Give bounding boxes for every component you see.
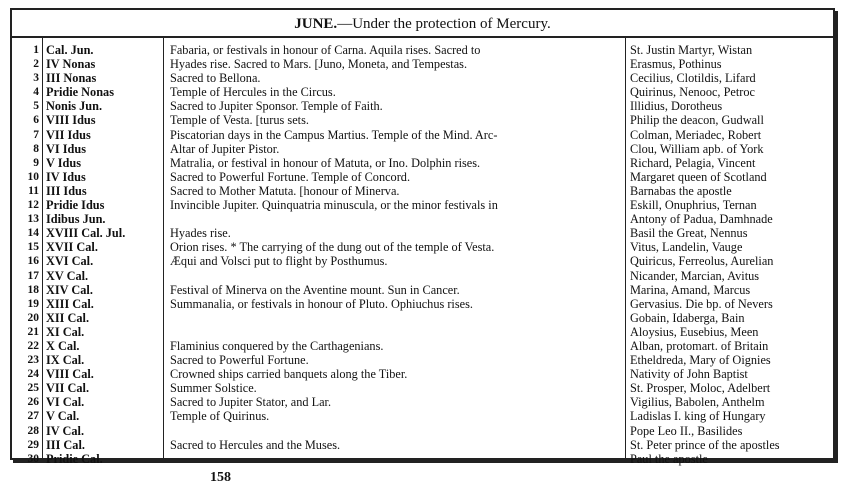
roman-date: VIII Cal.: [46, 367, 94, 382]
saint-names: Etheldreda, Mary of Oignies: [630, 353, 771, 368]
day-number: 12: [27, 199, 39, 212]
day-number: 8: [33, 142, 39, 155]
saint-names: Margaret queen of Scotland: [630, 169, 767, 184]
roman-date: Nonis Jun.: [46, 99, 103, 114]
day-number: 7: [33, 128, 39, 141]
table-row: [12, 424, 833, 438]
roman-date: IV Nonas: [46, 57, 96, 72]
table-row: [12, 128, 833, 142]
day-number: 18: [27, 283, 39, 296]
table-row: [12, 240, 833, 254]
table-row: [12, 43, 833, 57]
roman-date: XI Cal.: [46, 324, 85, 339]
day-number: 9: [33, 156, 39, 169]
saint-names: St. Peter prince of the apostles: [630, 437, 780, 452]
roman-date: VI Idus: [46, 141, 86, 156]
table-row: [12, 184, 833, 198]
roman-date: V Idus: [46, 155, 81, 170]
saint-names: Vigilius, Babolen, Anthelm: [630, 395, 765, 410]
saint-names: Colman, Meriadec, Robert: [630, 127, 762, 142]
table-row: [12, 283, 833, 297]
event-text: Temple of Quirinus.: [170, 409, 270, 424]
roman-date: V Cal.: [46, 409, 80, 424]
event-text: Altar of Jupiter Pistor.: [170, 141, 280, 156]
roman-date: XVI Cal.: [46, 254, 94, 269]
day-number: 27: [27, 410, 39, 423]
day-number: 22: [27, 339, 39, 352]
roman-date: Idibus Jun.: [46, 212, 106, 227]
saint-names: Gobain, Idaberga, Bain: [630, 310, 745, 325]
table-row: [12, 226, 833, 240]
table-row: [12, 71, 833, 85]
month-title: JUNE.: [294, 16, 338, 32]
event-text: Piscatorian days in the Campus Martius. Temple of the Mind. Arc-: [170, 127, 498, 142]
saint-names: Eskill, Onuphrius, Ternan: [630, 198, 757, 213]
roman-date: VII Cal.: [46, 381, 90, 396]
event-text: Fabaria, or festivals in honour of Carna. Aquila rises. Sacred to: [170, 43, 481, 57]
table-row: [12, 170, 833, 184]
event-text: Sacred to Powerful Fortune. Temple of Concord.: [170, 169, 411, 184]
roman-date: III Nonas: [46, 71, 97, 86]
event-text: Orion rises. * The carrying of the dung out of the temple of Vesta.: [170, 240, 495, 255]
saint-names: St. Justin Martyr, Wistan: [630, 43, 753, 57]
saint-names: Philip the deacon, Gudwall: [630, 113, 764, 128]
table-row: [12, 438, 833, 452]
saint-names: Pope Leo II., Basilides: [630, 423, 743, 438]
saint-names: Quiricus, Ferreolus, Aurelian: [630, 254, 774, 269]
saint-names: Marina, Amand, Marcus: [630, 282, 751, 297]
day-number: 5: [33, 100, 39, 113]
event-text: Summer Solstice.: [170, 381, 257, 396]
event-text: Sacred to Jupiter Sponsor. Temple of Faith.: [170, 99, 383, 114]
table-row: [12, 409, 833, 423]
day-number: 28: [27, 424, 39, 437]
saint-names: Gervasius. Die bp. of Nevers: [630, 296, 773, 311]
event-text: Summanalia, or festivals in honour of Pluto. Ophiuchus rises.: [170, 296, 473, 311]
roman-date: XVII Cal.: [46, 240, 98, 255]
day-number: 16: [27, 255, 39, 268]
roman-date: Pridie Idus: [46, 198, 105, 213]
event-text: Sacred to Bellona.: [170, 71, 261, 86]
day-number: 23: [27, 354, 39, 367]
saint-names: Alban, protomart. of Britain: [630, 338, 769, 353]
table-row: [12, 311, 833, 325]
roman-date: IX Cal.: [46, 353, 85, 368]
table-row: [12, 113, 833, 127]
saint-names: Basil the Great, Nennus: [630, 226, 748, 241]
table-body: [12, 43, 833, 466]
header-subtitle: —Under the protection of Mercury.: [337, 16, 551, 32]
roman-date: VI Cal.: [46, 395, 85, 410]
event-text: Temple of Hercules in the Circus.: [170, 85, 336, 100]
saint-names: Quirinus, Nenooc, Petroc: [630, 85, 755, 100]
roman-date: XII Cal.: [46, 310, 90, 325]
roman-date: VII Idus: [46, 127, 91, 142]
roman-date: XV Cal.: [46, 268, 89, 283]
event-text: Hyades rise.: [170, 226, 231, 241]
saint-names: Erasmus, Pothinus: [630, 57, 722, 72]
day-number: 4: [33, 86, 39, 99]
day-number: 24: [27, 368, 39, 381]
table-row: [12, 57, 833, 71]
table-row: [12, 339, 833, 353]
day-number: 25: [27, 382, 39, 395]
table-row: [12, 452, 833, 466]
event-text: Sacred to Jupiter Stator, and Lar.: [170, 395, 332, 410]
event-text: Festival of Minerva on the Aventine mount. Sun in Cancer.: [170, 282, 460, 297]
roman-date: XIII Cal.: [46, 296, 94, 311]
day-number: 20: [27, 311, 39, 324]
table-row: [12, 367, 833, 381]
event-text: Sacred to Mother Matuta. [honour of Minerva.: [170, 183, 400, 198]
day-number: 3: [33, 72, 39, 85]
page-number: 158: [210, 470, 231, 485]
table-row: [12, 381, 833, 395]
roman-date: X Cal.: [46, 338, 80, 353]
roman-date: XVIII Cal. Jul.: [46, 226, 126, 241]
day-number: 10: [27, 170, 39, 183]
saint-names: Nicander, Marcian, Avitus: [630, 268, 760, 283]
roman-date: VIII Idus: [46, 113, 96, 128]
saint-names: Antony of Padua, Damhnade: [630, 212, 773, 227]
roman-date: III Cal.: [46, 437, 85, 452]
roman-date: XIV Cal.: [46, 282, 93, 297]
table-row: [12, 325, 833, 339]
saint-names: Nativity of John Baptist: [630, 367, 748, 382]
calendar-table: [10, 8, 835, 466]
event-text: Flaminius conquered by the Carthagenians.: [170, 338, 384, 353]
table-row: [12, 142, 833, 156]
event-text: Crowned ships carried banquets along the Tiber.: [170, 367, 408, 382]
event-text: Sacred to Hercules and the Muses.: [170, 437, 341, 452]
saint-names: Ladislas I. king of Hungary: [630, 409, 766, 424]
day-number: 19: [27, 297, 39, 310]
table-row: [12, 85, 833, 99]
table-row: [12, 99, 833, 113]
day-number: 26: [27, 396, 39, 409]
saint-names: Barnabas the apostle: [630, 183, 732, 198]
table-row: [12, 254, 833, 268]
day-number: 15: [27, 241, 39, 254]
event-text: Matralia, or festival in honour of Matuta, or Ino. Dolphin rises.: [170, 155, 481, 170]
event-text: Sacred to Powerful Fortune.: [170, 353, 309, 368]
event-text: Invincible Jupiter. Quinquatria minuscula, or the minor festivals in: [170, 198, 498, 213]
table-row: [12, 395, 833, 409]
saint-names: Vitus, Landelin, Vauge: [630, 240, 743, 255]
table-row: [12, 297, 833, 311]
day-number: 30: [27, 452, 39, 465]
day-number: 1: [33, 44, 39, 56]
table-row: [12, 269, 833, 283]
day-number: 17: [27, 269, 39, 282]
day-number: 14: [27, 227, 39, 240]
day-number: 13: [27, 213, 39, 226]
roman-date: IV Idus: [46, 169, 86, 184]
table-header: [12, 10, 833, 38]
table-row: [12, 353, 833, 367]
roman-date: Pridie Cal.: [46, 451, 103, 466]
roman-date: Cal. Jun.: [46, 43, 94, 57]
saint-names: St. Prosper, Moloc, Adelbert: [630, 381, 771, 396]
day-number: 21: [27, 325, 39, 338]
roman-date: IV Cal.: [46, 423, 85, 438]
event-text: Temple of Vesta. [turus sets.: [170, 113, 309, 128]
saint-names: Cecilius, Clotildis, Lifard: [630, 71, 756, 86]
saint-names: Illidius, Dorotheus: [630, 99, 723, 114]
roman-date: III Idus: [46, 183, 87, 198]
day-number: 6: [33, 114, 39, 127]
saint-names: Aloysius, Eusebius, Meen: [630, 324, 759, 339]
event-text: Hyades rise. Sacred to Mars. [Juno, Moneta, and Tempestas.: [170, 57, 468, 72]
saint-names: Richard, Pelagia, Vincent: [630, 155, 756, 170]
saint-names: Paul the apostle: [630, 451, 708, 466]
event-text: Æqui and Volsci put to flight by Posthumus.: [170, 254, 388, 269]
day-number: 2: [33, 58, 39, 71]
saint-names: Clou, William apb. of York: [630, 141, 764, 156]
roman-date: Pridie Nonas: [46, 85, 114, 100]
table-row: [12, 156, 833, 170]
day-number: 11: [28, 184, 39, 197]
table-row: [12, 212, 833, 226]
day-number: 29: [27, 438, 39, 451]
table-row: [12, 198, 833, 212]
